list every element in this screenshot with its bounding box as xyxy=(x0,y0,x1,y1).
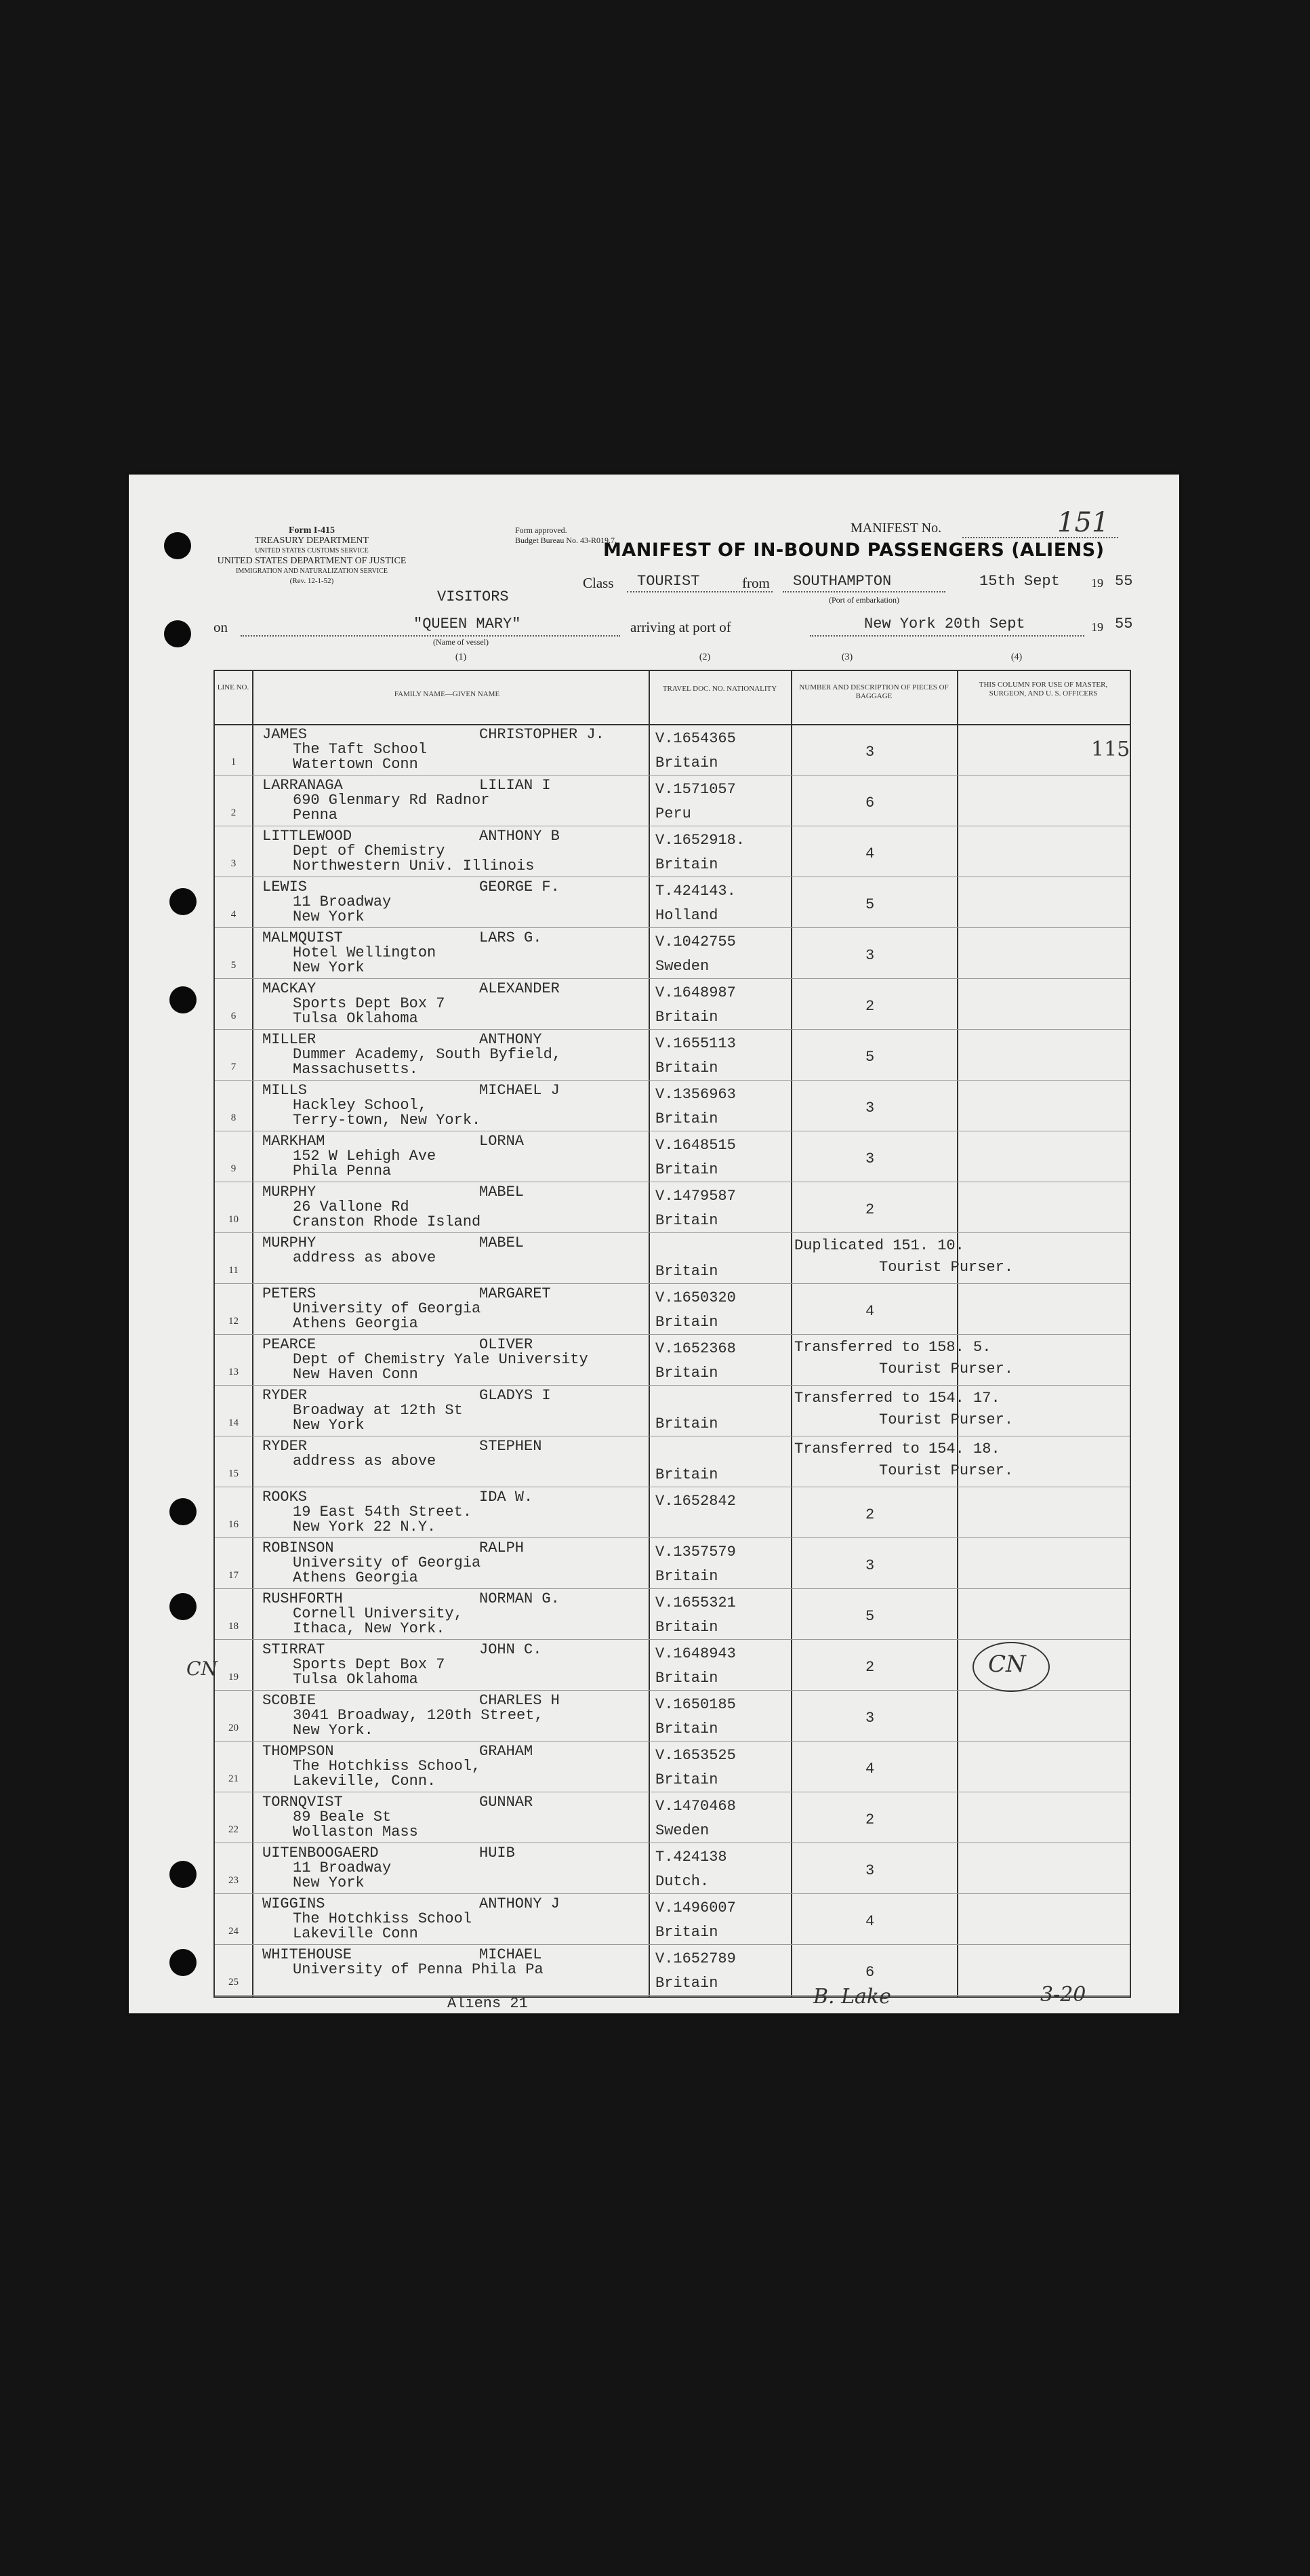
family-name: MURPHY xyxy=(262,1234,316,1251)
address-line-1: The Hotchkiss School, xyxy=(293,1758,481,1775)
table-row xyxy=(215,877,1130,928)
travel-doc: V.1653525 xyxy=(655,1747,736,1764)
table-row xyxy=(215,1182,1130,1233)
address-line-2: Athens Georgia xyxy=(293,1569,418,1586)
address-line-2: Athens Georgia xyxy=(293,1315,418,1332)
table-row xyxy=(215,1537,1130,1589)
table-row xyxy=(215,1283,1130,1335)
address-line-1: Hackley School, xyxy=(293,1097,428,1114)
travel-doc: V.1652842 xyxy=(655,1493,736,1510)
travel-doc: V.1470468 xyxy=(655,1798,736,1815)
manifest-title: MANIFEST OF IN-BOUND PASSENGERS (ALIENS) xyxy=(603,540,1105,561)
address-line-1: address as above xyxy=(293,1249,436,1266)
class-label: Class xyxy=(583,575,614,591)
family-name: MURPHY xyxy=(262,1184,316,1201)
punch-hole xyxy=(169,888,197,915)
form-number: Form I-415 xyxy=(288,525,335,536)
nationality: Britain xyxy=(655,1009,718,1026)
given-name: MABEL xyxy=(479,1234,525,1251)
on-label: on xyxy=(213,619,228,635)
officer-signature: B. Lake xyxy=(813,1985,891,2009)
budget-bureau: Budget Bureau No. 43-R019.7. xyxy=(515,536,617,545)
travel-doc: V.1479587 xyxy=(655,1188,736,1205)
line-number: 7 xyxy=(230,1062,237,1072)
line-number: 21 xyxy=(228,1773,239,1784)
address-line-2: Lakeville, Conn. xyxy=(293,1773,436,1790)
from-line xyxy=(783,591,945,592)
travel-doc: V.1650320 xyxy=(655,1289,736,1306)
nationality: Sweden xyxy=(655,1822,710,1839)
table-row xyxy=(215,775,1130,826)
baggage-count: 4 xyxy=(865,1913,875,1930)
address-line-1: Hotel Wellington xyxy=(293,944,436,961)
table-row xyxy=(215,724,1130,776)
line-number: 1 xyxy=(230,757,237,767)
travel-doc: T.424138 xyxy=(655,1849,727,1866)
col-num-4: (4) xyxy=(1010,652,1023,662)
table-row xyxy=(215,826,1130,877)
table-row xyxy=(215,1487,1130,1538)
family-name: SCOBIE xyxy=(262,1692,316,1709)
purser-note: Tourist Purser. xyxy=(879,1462,1014,1479)
address-line-1: 152 W Lehigh Ave xyxy=(293,1148,436,1165)
table-row xyxy=(215,1944,1130,1996)
travel-doc: V.1356963 xyxy=(655,1086,736,1103)
address-line-2: Terry-town, New York. xyxy=(293,1112,481,1129)
travel-doc: V.1654365 xyxy=(655,730,736,747)
line-number: 16 xyxy=(228,1519,239,1530)
transfer-note: Transferred to 154. 17. xyxy=(794,1390,1000,1407)
family-name: PETERS xyxy=(262,1285,316,1302)
table-row xyxy=(215,1334,1130,1386)
col-header-line-no: LINE NO. xyxy=(217,683,249,691)
table-row xyxy=(215,1080,1130,1131)
given-name: GLADYS I xyxy=(479,1387,551,1404)
baggage-count: 3 xyxy=(865,1710,875,1727)
family-name: UITENBOOGAERD xyxy=(262,1845,379,1861)
address-line-2: Watertown Conn xyxy=(293,756,418,773)
address-line-2: Lakeville Conn xyxy=(293,1925,418,1942)
family-name: MILLS xyxy=(262,1082,308,1099)
address-line-1: 3041 Broadway, 120th Street, xyxy=(293,1707,544,1724)
nationality: Britain xyxy=(655,1212,718,1229)
vessel-line xyxy=(241,635,620,637)
nationality: Britain xyxy=(655,1110,718,1127)
baggage-count: 3 xyxy=(865,1100,875,1116)
baggage-count: 5 xyxy=(865,1608,875,1625)
vessel-name: "QUEEN MARY" xyxy=(413,616,521,632)
baggage-count: 3 xyxy=(865,1557,875,1574)
nationality: Holland xyxy=(655,907,718,924)
transfer-note: Transferred to 158. 5. xyxy=(794,1339,991,1356)
travel-doc: V.1650185 xyxy=(655,1696,736,1713)
margin-mark: CN xyxy=(186,1657,218,1680)
given-name: NORMAN G. xyxy=(479,1590,560,1607)
nationality: Britain xyxy=(655,1670,718,1687)
travel-doc: V.1648515 xyxy=(655,1137,736,1154)
line-number: 20 xyxy=(228,1723,239,1733)
address-line-2: New York. xyxy=(293,1722,373,1739)
table-row xyxy=(215,1690,1130,1742)
given-name: MICHAEL J xyxy=(479,1082,560,1099)
line-number: 15 xyxy=(228,1468,239,1479)
baggage-count: 5 xyxy=(865,896,875,913)
family-name: JAMES xyxy=(262,726,308,743)
travel-doc: V.1655321 xyxy=(655,1594,736,1611)
address-line-1: Broadway at 12th St xyxy=(293,1402,463,1419)
line-number: 9 xyxy=(230,1163,237,1174)
family-name: ROOKS xyxy=(262,1489,308,1506)
line-number: 3 xyxy=(230,858,237,869)
given-name: GEORGE F. xyxy=(479,879,560,895)
given-name: CHRISTOPHER J. xyxy=(479,726,605,743)
nationality: Britain xyxy=(655,1568,718,1585)
address-line-2: Tulsa Oklahoma xyxy=(293,1671,418,1688)
family-name: WHITEHOUSE xyxy=(262,1946,352,1963)
address-line-1: Dummer Academy, South Byfield, xyxy=(293,1046,562,1063)
arriving-label: arriving at port of xyxy=(630,619,731,635)
nationality: Britain xyxy=(655,754,718,771)
given-name: IDA W. xyxy=(479,1489,533,1506)
family-name: MALMQUIST xyxy=(262,929,343,946)
class-value: TOURIST xyxy=(637,573,700,590)
address-line-1: 26 Vallone Rd xyxy=(293,1199,409,1215)
transfer-note: Duplicated 151. 10. xyxy=(794,1237,964,1254)
travel-doc: V.1652789 xyxy=(655,1950,736,1967)
family-name: RYDER xyxy=(262,1438,308,1455)
line-number: 24 xyxy=(228,1926,239,1937)
line-number: 5 xyxy=(230,960,237,971)
address-line-1: 690 Glenmary Rd Radnor xyxy=(293,792,490,809)
baggage-count: 3 xyxy=(865,947,875,964)
travel-doc: V.1571057 xyxy=(655,781,736,798)
line-number: 6 xyxy=(230,1011,237,1022)
given-name: JOHN C. xyxy=(479,1641,542,1658)
baggage-count: 4 xyxy=(865,1760,875,1777)
address-line-2: Penna xyxy=(293,807,338,824)
family-name: MILLER xyxy=(262,1031,316,1048)
address-line-1: 11 Broadway xyxy=(293,1859,392,1876)
given-name: LORNA xyxy=(479,1133,525,1150)
address-line-2: New York 22 N.Y. xyxy=(293,1518,436,1535)
given-name: GUNNAR xyxy=(479,1794,533,1811)
port-embarkation-note: (Port of embarkation) xyxy=(829,595,899,605)
year-prefix-2: 19 xyxy=(1091,620,1103,634)
family-name: STIRRAT xyxy=(262,1641,325,1658)
given-name: GRAHAM xyxy=(479,1743,533,1760)
family-name: MARKHAM xyxy=(262,1133,325,1150)
col-num-3: (3) xyxy=(841,652,853,662)
travel-doc: V.1655113 xyxy=(655,1035,736,1052)
treasury-dept: TREASURY DEPARTMENT xyxy=(254,536,369,546)
table-row xyxy=(215,1792,1130,1843)
address-line-2: New York xyxy=(293,1874,365,1891)
travel-doc: V.1496007 xyxy=(655,1899,736,1916)
col-num-1: (1) xyxy=(455,652,467,662)
line-number: 10 xyxy=(228,1214,239,1225)
form-revision: (Rev. 12-1-52) xyxy=(289,577,334,585)
baggage-count: 2 xyxy=(865,1659,875,1676)
purser-note: Tourist Purser. xyxy=(879,1259,1014,1276)
travel-doc: V.1652368 xyxy=(655,1340,736,1357)
ins-service: IMMIGRATION AND NATURALIZATION SERVICE xyxy=(236,567,388,575)
col-header-name: FAMILY NAME—GIVEN NAME xyxy=(394,690,500,698)
address-line-1: The Taft School xyxy=(293,741,428,758)
punch-hole xyxy=(169,986,197,1013)
form-agency-block xyxy=(210,525,413,586)
line-number: 23 xyxy=(228,1875,239,1886)
given-name: HUIB xyxy=(479,1845,515,1861)
address-line-2: New York xyxy=(293,1417,365,1434)
given-name: CHARLES H xyxy=(479,1692,560,1709)
family-name: LEWIS xyxy=(262,879,308,895)
given-name: OLIVER xyxy=(479,1336,533,1353)
baggage-count: 4 xyxy=(865,1303,875,1320)
address-line-2: New York xyxy=(293,908,365,925)
table-row xyxy=(215,1131,1130,1182)
line-number: 17 xyxy=(228,1570,239,1581)
nationality: Britain xyxy=(655,1415,718,1432)
purser-note: Tourist Purser. xyxy=(879,1411,1014,1428)
address-line-1: Dept of Chemistry xyxy=(293,843,445,860)
travel-doc: V.1042755 xyxy=(655,933,736,950)
nationality: Britain xyxy=(655,1060,718,1076)
table-row xyxy=(215,1436,1130,1487)
address-line-2: Phila Penna xyxy=(293,1163,392,1180)
address-line-1: Dept of Chemistry Yale University xyxy=(293,1351,588,1368)
nationality: Britain xyxy=(655,856,718,873)
nationality: Britain xyxy=(655,1771,718,1788)
baggage-count: 3 xyxy=(865,744,875,761)
nationality: Dutch. xyxy=(655,1873,710,1890)
justice-dept: UNITED STATES DEPARTMENT OF JUSTICE xyxy=(217,556,407,566)
table-row xyxy=(215,1029,1130,1081)
travel-doc: V.1652918. xyxy=(655,832,745,849)
address-line-1: University of Georgia xyxy=(293,1300,481,1317)
baggage-count: 4 xyxy=(865,845,875,862)
given-name: LARS G. xyxy=(479,929,542,946)
nationality: Britain xyxy=(655,1619,718,1636)
table-row xyxy=(215,927,1130,979)
table-row xyxy=(215,1893,1130,1945)
baggage-count: 6 xyxy=(865,1964,875,1981)
from-label: from xyxy=(742,575,770,591)
address-line-1: The Hotchkiss School xyxy=(293,1910,472,1927)
given-name: ANTHONY B xyxy=(479,828,560,845)
table-row xyxy=(215,1232,1130,1284)
address-line-2: Northwestern Univ. Illinois xyxy=(293,858,535,874)
address-line-2: Wollaston Mass xyxy=(293,1824,418,1840)
baggage-count: 2 xyxy=(865,1506,875,1523)
baggage-count: 2 xyxy=(865,1811,875,1828)
passenger-table xyxy=(213,670,1131,1998)
visitors-label: VISITORS xyxy=(437,588,509,605)
address-line-1: University of Georgia xyxy=(293,1554,481,1571)
col-header-doc: TRAVEL DOC. NO. NATIONALITY xyxy=(662,685,777,693)
form-approved: Form approved. xyxy=(515,525,567,535)
line-number: 18 xyxy=(228,1621,239,1632)
table-row xyxy=(215,1385,1130,1436)
arrival-line xyxy=(810,635,1084,637)
punch-hole xyxy=(164,532,191,559)
manifest-page xyxy=(129,475,1179,2013)
nationality: Peru xyxy=(655,805,691,822)
family-name: LARRANAGA xyxy=(262,777,343,794)
baggage-count: 2 xyxy=(865,1201,875,1218)
year-prefix: 19 xyxy=(1091,576,1103,590)
address-line-1: Sports Dept Box 7 xyxy=(293,995,445,1012)
family-name: ROBINSON xyxy=(262,1539,334,1556)
travel-doc: T.424143. xyxy=(655,883,736,900)
baggage-count: 6 xyxy=(865,794,875,811)
given-name: MABEL xyxy=(479,1184,525,1201)
address-line-1: 11 Broadway xyxy=(293,893,392,910)
address-line-1: 89 Beale St xyxy=(293,1809,392,1826)
address-line-1: Sports Dept Box 7 xyxy=(293,1656,445,1673)
table-row xyxy=(215,1741,1130,1792)
col-header-baggage: NUMBER AND DESCRIPTION OF PIECES OF BAGGAGE xyxy=(799,683,949,700)
baggage-count: 2 xyxy=(865,998,875,1015)
address-line-1: University of Penna Phila Pa xyxy=(293,1961,544,1978)
given-name: RALPH xyxy=(479,1539,525,1556)
nationality: Britain xyxy=(655,1720,718,1737)
line-number: 14 xyxy=(228,1417,239,1428)
address-line-2: New York xyxy=(293,959,365,976)
address-line-1: 19 East 54th Street. xyxy=(293,1504,472,1521)
family-name: THOMPSON xyxy=(262,1743,334,1760)
embarkation-date: 15th Sept xyxy=(979,573,1060,590)
col-header-officers: THIS COLUMN FOR USE OF MASTER, SURGEON, AND U. S. OFFICERS xyxy=(979,681,1108,698)
table-row xyxy=(215,978,1130,1030)
purser-note: Tourist Purser. xyxy=(879,1361,1014,1377)
family-name: MACKAY xyxy=(262,980,316,997)
nationality: Britain xyxy=(655,1365,718,1382)
travel-doc: V.1648987 xyxy=(655,984,736,1001)
aliens-total: Aliens 21 xyxy=(447,1995,528,2012)
nationality: Britain xyxy=(655,1924,718,1941)
year-value: 55 xyxy=(1115,573,1133,590)
arrival-port-date: New York 20th Sept xyxy=(864,616,1025,632)
line-number: 11 xyxy=(228,1265,239,1276)
nationality: Britain xyxy=(655,1975,718,1992)
nationality: Britain xyxy=(655,1314,718,1331)
baggage-count: 3 xyxy=(865,1862,875,1879)
baggage-count: 3 xyxy=(865,1150,875,1167)
given-name: ALEXANDER xyxy=(479,980,560,997)
given-name: MICHAEL xyxy=(479,1946,542,1963)
col-num-2: (2) xyxy=(699,652,711,662)
line-number: 13 xyxy=(228,1367,239,1377)
line-number: 8 xyxy=(230,1112,237,1123)
line-number: 2 xyxy=(230,807,237,818)
line-number: 19 xyxy=(228,1672,239,1683)
customs-service: UNITED STATES CUSTOMS SERVICE xyxy=(255,547,369,555)
transfer-note: Transferred to 154. 18. xyxy=(794,1441,1000,1457)
travel-doc: V.1648943 xyxy=(655,1645,736,1662)
given-name: LILIAN I xyxy=(479,777,551,794)
nationality: Sweden xyxy=(655,958,710,975)
date-mark: 3-20 xyxy=(1040,1983,1086,2007)
line-number: 4 xyxy=(230,909,237,920)
year-value-2: 55 xyxy=(1115,616,1133,632)
punch-hole xyxy=(169,1498,197,1525)
address-line-2: Ithaca, New York. xyxy=(293,1620,445,1637)
family-name: PEARCE xyxy=(262,1336,316,1353)
punch-hole xyxy=(169,1593,197,1620)
punch-hole xyxy=(169,1949,197,1976)
manifest-number-value: 151 xyxy=(1057,507,1109,538)
address-line-1: Cornell University, xyxy=(293,1605,463,1622)
baggage-count: 5 xyxy=(865,1049,875,1066)
embarkation-port: SOUTHAMPTON xyxy=(793,573,892,590)
given-name: MARGARET xyxy=(479,1285,551,1302)
page-count-mark: 115 xyxy=(1091,738,1130,761)
address-line-2: Massachusetts. xyxy=(293,1061,418,1078)
nationality: Britain xyxy=(655,1263,718,1280)
given-name: ANTHONY xyxy=(479,1031,542,1048)
line-number: 12 xyxy=(228,1316,239,1327)
manifest-number-label: MANIFEST No. xyxy=(851,521,942,536)
punch-hole xyxy=(169,1861,197,1888)
family-name: LITTLEWOOD xyxy=(262,828,352,845)
nationality: Britain xyxy=(655,1466,718,1483)
address-line-2: Tulsa Oklahoma xyxy=(293,1010,418,1027)
address-line-2: Cranston Rhode Island xyxy=(293,1213,481,1230)
address-line-2: New Haven Conn xyxy=(293,1366,418,1383)
family-name: RUSHFORTH xyxy=(262,1590,343,1607)
travel-doc: V.1357579 xyxy=(655,1544,736,1561)
punch-hole xyxy=(164,620,191,647)
inspection-circle-mark: CN xyxy=(988,1651,1026,1678)
given-name: ANTHONY J xyxy=(479,1895,560,1912)
family-name: TORNQVIST xyxy=(262,1794,343,1811)
line-number: 25 xyxy=(228,1977,239,1988)
table-header xyxy=(215,671,1130,725)
table-row xyxy=(215,1843,1130,1894)
family-name: RYDER xyxy=(262,1387,308,1404)
family-name: WIGGINS xyxy=(262,1895,325,1912)
nationality: Britain xyxy=(655,1161,718,1178)
vessel-note: (Name of vessel) xyxy=(433,637,489,647)
given-name: STEPHEN xyxy=(479,1438,542,1455)
table-row xyxy=(215,1588,1130,1640)
line-number: 22 xyxy=(228,1824,239,1835)
address-line-1: address as above xyxy=(293,1453,436,1470)
